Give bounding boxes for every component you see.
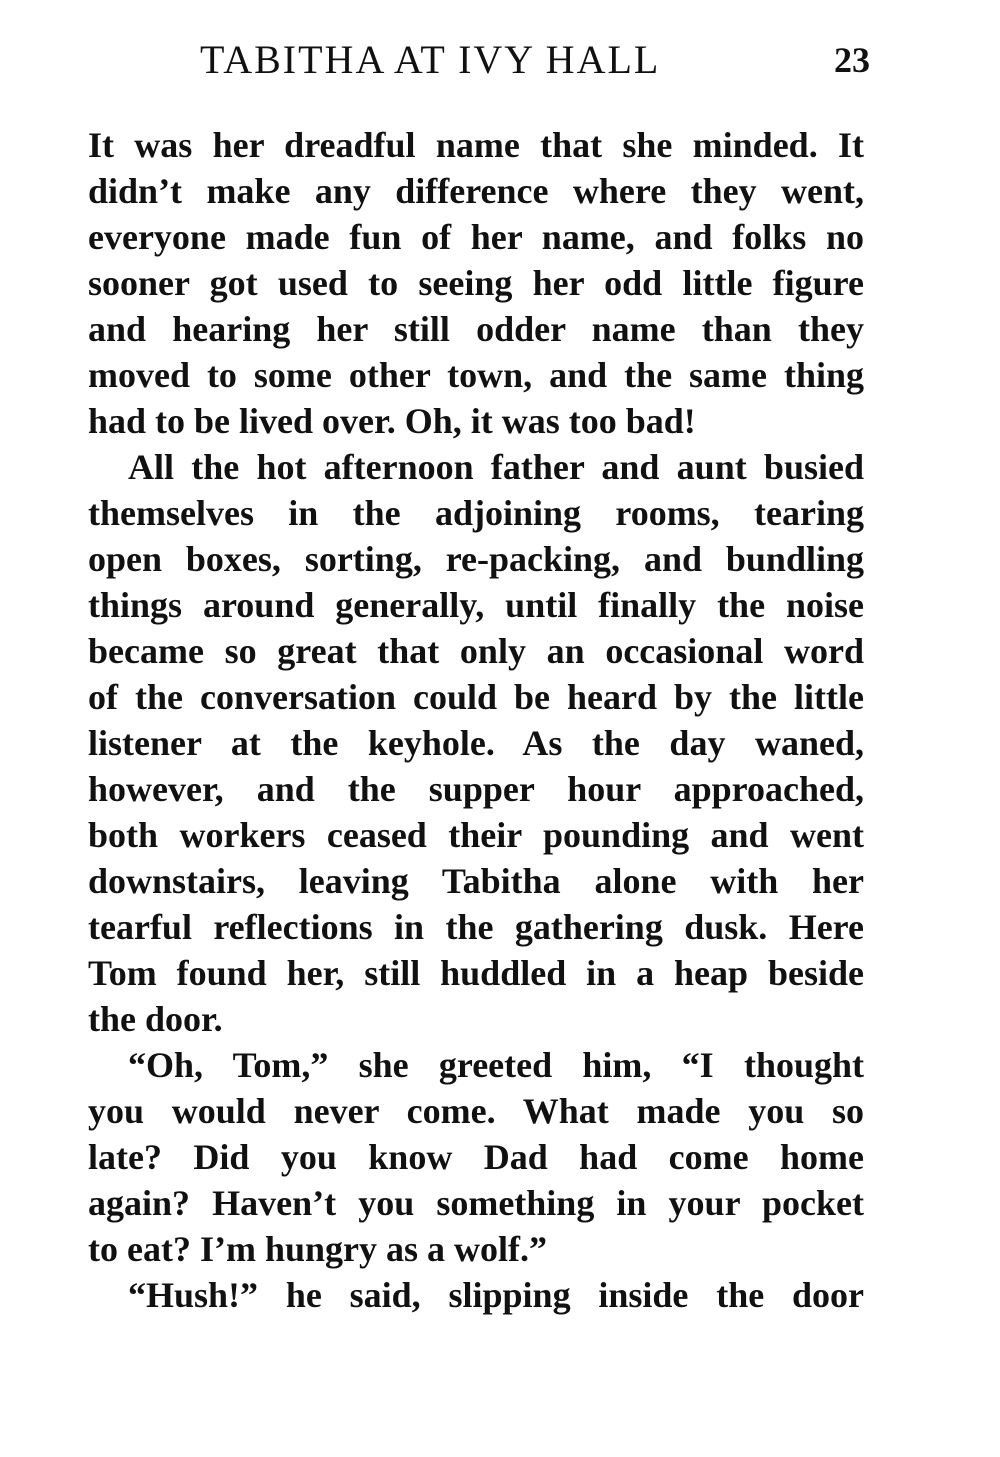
- body-text: [88, 122, 864, 1318]
- text-line: to eat? I’m hungry as a wolf.”: [88, 1229, 547, 1269]
- text-line: It was her dreadful name that she minded. It: [88, 125, 864, 165]
- text-line: tearful reflections in the gathering dusk. Here: [88, 907, 864, 947]
- text-line: moved to some other town, and the same thing: [88, 355, 864, 395]
- text-line: downstairs, leaving Tabitha alone with her: [88, 861, 864, 901]
- text-line: sooner got used to seeing her odd little figure: [88, 263, 864, 303]
- text-line: again? Haven’t you something in your pocket: [88, 1183, 864, 1223]
- page-number: 23: [834, 40, 870, 80]
- running-title: TABITHA AT IVY HALL: [200, 37, 661, 82]
- text-line: everyone made fun of her name, and folks no: [88, 217, 864, 257]
- text-line: of the conversation could be heard by the little: [88, 677, 864, 717]
- text-line: didn’t make any difference where they went,: [88, 171, 864, 211]
- text-line: things around generally, until finally the noise: [88, 585, 864, 625]
- text-line: “Hush!” he said, slipping inside the door: [128, 1275, 864, 1315]
- text-line: themselves in the adjoining rooms, tearing: [88, 493, 864, 533]
- text-line: and hearing her still odder name than they: [88, 309, 864, 349]
- text-line: All the hot afternoon father and aunt busied: [128, 447, 864, 487]
- text-line: however, and the supper hour approached,: [88, 769, 864, 809]
- text-line: open boxes, sorting, re-packing, and bundling: [88, 539, 864, 579]
- text-line: listener at the keyhole. As the day waned,: [88, 723, 864, 763]
- text-line: you would never come. What made you so: [88, 1091, 864, 1131]
- text-line: became so great that only an occasional word: [88, 631, 864, 671]
- text-line: “Oh, Tom,” she greeted him, “I thought: [128, 1045, 864, 1085]
- text-line: both workers ceased their pounding and went: [88, 815, 864, 855]
- text-line: late? Did you know Dad had come home: [88, 1137, 864, 1177]
- text-line: Tom found her, still huddled in a heap beside: [88, 953, 864, 993]
- running-head: [200, 36, 870, 86]
- text-line: had to be lived over. Oh, it was too bad!: [88, 401, 696, 441]
- text-line: the door.: [88, 999, 223, 1039]
